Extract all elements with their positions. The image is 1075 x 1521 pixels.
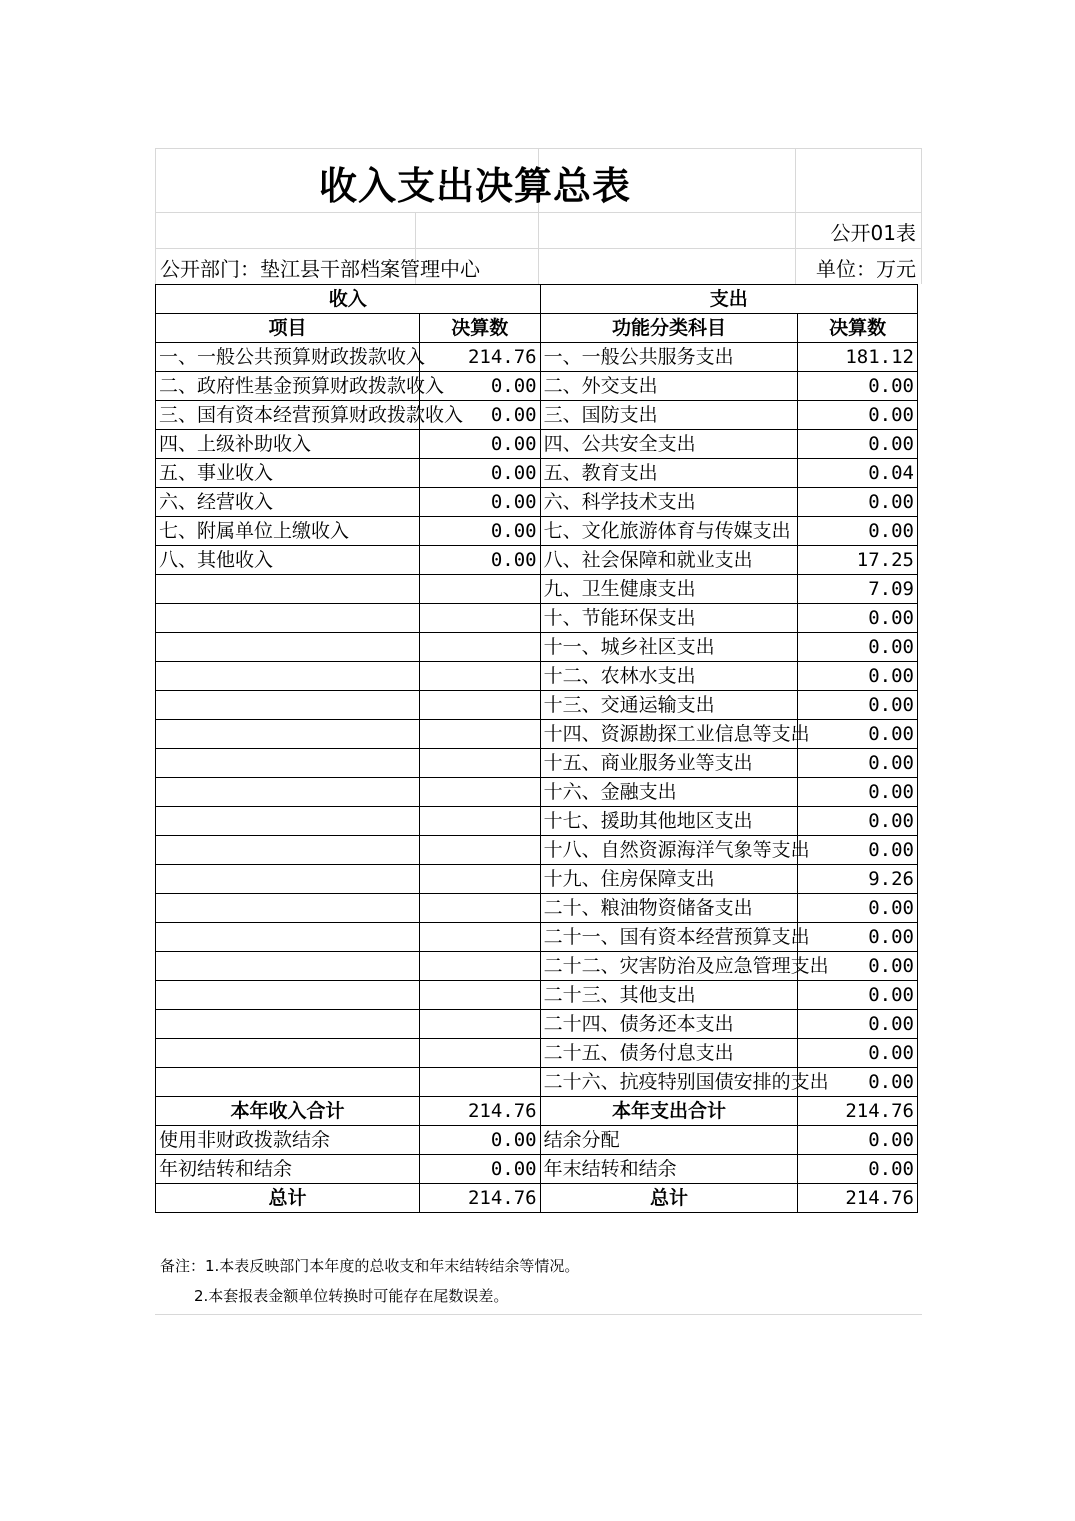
expense-item-value: 0.00 — [798, 749, 918, 778]
table-row — [156, 894, 918, 923]
totals-row — [156, 1126, 918, 1155]
expense-item-label: 五、教育支出 — [540, 459, 798, 488]
expense-item-value: 0.00 — [798, 662, 918, 691]
table-row — [156, 952, 918, 981]
income-item-value — [419, 778, 540, 807]
income-item-value — [419, 923, 540, 952]
expense-item-value: 0.00 — [798, 604, 918, 633]
section-header-row — [156, 285, 918, 314]
expense-total-label: 结余分配 — [540, 1126, 798, 1155]
income-item-value — [419, 575, 540, 604]
table-row — [156, 488, 918, 517]
table-row — [156, 604, 918, 633]
expense-item-label: 十五、商业服务业等支出 — [540, 749, 798, 778]
expense-item-value: 0.00 — [798, 952, 918, 981]
notes — [160, 1251, 579, 1311]
table-row — [156, 517, 918, 546]
expense-item-value: 0.00 — [798, 1010, 918, 1039]
expense-item-value: 0.00 — [798, 633, 918, 662]
table-row — [156, 1068, 918, 1097]
expense-item-value: 0.00 — [798, 517, 918, 546]
expense-item-label: 十七、援助其他地区支出 — [540, 807, 798, 836]
page-title: 收入支出决算总表 — [318, 164, 631, 208]
expense-item-label: 四、公共安全支出 — [540, 430, 798, 459]
income-item-value — [419, 1010, 540, 1039]
expense-total-label: 本年支出合计 — [540, 1097, 798, 1126]
income-total-value: 0.00 — [419, 1155, 540, 1184]
income-item-label: 二、政府性基金预算财政拨款收入 — [156, 372, 420, 401]
note-2: 2.本套报表金额单位转换时可能存在尾数误差。 — [194, 1287, 509, 1305]
table-row — [156, 662, 918, 691]
income-item-label: 八、其他收入 — [156, 546, 420, 575]
summary-table — [155, 284, 918, 1213]
notes-divider — [155, 1314, 922, 1315]
table-row — [156, 691, 918, 720]
income-item-label — [156, 749, 420, 778]
table-row — [156, 372, 918, 401]
table-row — [156, 981, 918, 1010]
income-item-value — [419, 894, 540, 923]
expense-item-value: 9.26 — [798, 865, 918, 894]
income-total-value: 214.76 — [419, 1097, 540, 1126]
expense-item-value: 0.00 — [798, 372, 918, 401]
expense-item-value: 0.00 — [798, 488, 918, 517]
table-row — [156, 778, 918, 807]
income-item-label — [156, 923, 420, 952]
expense-item-label: 二十、粮油物资储备支出 — [540, 894, 798, 923]
income-total-value: 214.76 — [419, 1184, 540, 1213]
expense-item-label: 十六、金融支出 — [540, 778, 798, 807]
expense-item-label: 十四、资源勘探工业信息等支出 — [540, 720, 798, 749]
income-item-value: 0.00 — [419, 372, 540, 401]
table-row — [156, 546, 918, 575]
expense-item-value: 0.00 — [798, 778, 918, 807]
expense-item-label: 七、文化旅游体育与传媒支出 — [540, 517, 798, 546]
income-total-value: 0.00 — [419, 1126, 540, 1155]
expense-item-value: 0.00 — [798, 430, 918, 459]
expense-item-label: 二十三、其他支出 — [540, 981, 798, 1010]
expense-item-label: 十八、自然资源海洋气象等支出 — [540, 836, 798, 865]
col-header-func: 功能分类科目 — [540, 314, 798, 343]
income-item-label — [156, 691, 420, 720]
income-item-label: 六、经营收入 — [156, 488, 420, 517]
income-item-label — [156, 575, 420, 604]
expense-section-header: 支出 — [540, 285, 917, 314]
expense-item-label: 十一、城乡社区支出 — [540, 633, 798, 662]
expense-item-label: 十二、农林水支出 — [540, 662, 798, 691]
expense-item-label: 二十六、抗疫特别国债安排的支出 — [540, 1068, 798, 1097]
col-header-item: 项目 — [156, 314, 420, 343]
table-row — [156, 865, 918, 894]
expense-item-label: 二、外交支出 — [540, 372, 798, 401]
expense-total-value: 0.00 — [798, 1126, 918, 1155]
income-item-value: 0.00 — [419, 517, 540, 546]
expense-total-label: 总计 — [540, 1184, 798, 1213]
income-item-value: 0.00 — [419, 488, 540, 517]
income-item-value — [419, 691, 540, 720]
expense-item-label: 九、卫生健康支出 — [540, 575, 798, 604]
department-label: 公开部门：垫江县干部档案管理中心 — [160, 257, 480, 281]
expense-item-value: 0.00 — [798, 923, 918, 952]
expense-item-label: 二十一、国有资本经营预算支出 — [540, 923, 798, 952]
totals-row — [156, 1184, 918, 1213]
expense-item-label: 二十二、灾害防治及应急管理支出 — [540, 952, 798, 981]
income-total-label: 年初结转和结余 — [156, 1155, 420, 1184]
expense-item-value: 0.00 — [798, 807, 918, 836]
expense-total-value: 214.76 — [798, 1097, 918, 1126]
income-item-value — [419, 1039, 540, 1068]
income-item-value: 0.00 — [419, 401, 540, 430]
expense-item-value: 0.00 — [798, 401, 918, 430]
income-item-label — [156, 952, 420, 981]
income-item-label — [156, 778, 420, 807]
totals-row — [156, 1155, 918, 1184]
table-row — [156, 633, 918, 662]
income-item-label — [156, 836, 420, 865]
expense-item-label: 二十四、债务还本支出 — [540, 1010, 798, 1039]
income-total-label: 总计 — [156, 1184, 420, 1213]
table-row — [156, 430, 918, 459]
form-number: 公开01表 — [830, 221, 916, 245]
table-row — [156, 459, 918, 488]
note-1: 备注：1.本表反映部门本年度的总收支和年末结转结余等情况。 — [160, 1257, 580, 1275]
income-item-label — [156, 865, 420, 894]
expense-item-value: 0.00 — [798, 1068, 918, 1097]
col-header-amount2: 决算数 — [798, 314, 918, 343]
expense-item-value: 0.00 — [798, 691, 918, 720]
income-item-label — [156, 1068, 420, 1097]
income-item-label: 四、上级补助收入 — [156, 430, 420, 459]
income-item-value: 214.76 — [419, 343, 540, 372]
expense-item-value: 181.12 — [798, 343, 918, 372]
table-row — [156, 1039, 918, 1068]
income-item-value — [419, 662, 540, 691]
income-item-value: 0.00 — [419, 430, 540, 459]
expense-item-label: 六、科学技术支出 — [540, 488, 798, 517]
expense-total-value: 0.00 — [798, 1155, 918, 1184]
table-row — [156, 720, 918, 749]
income-item-label — [156, 1039, 420, 1068]
income-item-label — [156, 604, 420, 633]
expense-item-value: 0.00 — [798, 720, 918, 749]
table-row — [156, 401, 918, 430]
income-item-label: 三、国有资本经营预算财政拨款收入 — [156, 401, 420, 430]
expense-item-value: 0.00 — [798, 836, 918, 865]
income-item-label — [156, 1010, 420, 1039]
income-item-label: 一、一般公共预算财政拨款收入 — [156, 343, 420, 372]
income-item-value: 0.00 — [419, 546, 540, 575]
income-item-value — [419, 952, 540, 981]
income-item-label — [156, 807, 420, 836]
income-item-value — [419, 807, 540, 836]
expense-item-label: 十三、交通运输支出 — [540, 691, 798, 720]
col-header-amount: 决算数 — [419, 314, 540, 343]
expense-item-value: 0.00 — [798, 981, 918, 1010]
income-item-value — [419, 1068, 540, 1097]
table-row — [156, 836, 918, 865]
income-item-value — [419, 865, 540, 894]
expense-total-value: 214.76 — [798, 1184, 918, 1213]
income-item-label: 七、附属单位上缴收入 — [156, 517, 420, 546]
income-item-label — [156, 662, 420, 691]
income-item-label: 五、事业收入 — [156, 459, 420, 488]
income-item-value — [419, 604, 540, 633]
expense-item-label: 十九、住房保障支出 — [540, 865, 798, 894]
table-row — [156, 923, 918, 952]
income-item-value — [419, 720, 540, 749]
expense-total-label: 年末结转和结余 — [540, 1155, 798, 1184]
table-row — [156, 1010, 918, 1039]
expense-item-label: 二十五、债务付息支出 — [540, 1039, 798, 1068]
expense-item-value: 17.25 — [798, 546, 918, 575]
income-item-value — [419, 836, 540, 865]
income-item-value — [419, 633, 540, 662]
expense-item-value: 7.09 — [798, 575, 918, 604]
income-item-value — [419, 981, 540, 1010]
expense-item-value: 0.04 — [798, 459, 918, 488]
table-row — [156, 807, 918, 836]
income-total-label: 本年收入合计 — [156, 1097, 420, 1126]
totals-row — [156, 1097, 918, 1126]
income-item-label — [156, 720, 420, 749]
expense-item-label: 三、国防支出 — [540, 401, 798, 430]
expense-item-value: 0.00 — [798, 894, 918, 923]
table-row — [156, 343, 918, 372]
income-item-label — [156, 633, 420, 662]
expense-item-value: 0.00 — [798, 1039, 918, 1068]
column-header-row — [156, 314, 918, 343]
income-section-header: 收入 — [156, 285, 541, 314]
unit-label: 单位：万元 — [816, 257, 916, 281]
income-item-label — [156, 981, 420, 1010]
income-total-label: 使用非财政拨款结余 — [156, 1126, 420, 1155]
table-row — [156, 749, 918, 778]
table-row — [156, 575, 918, 604]
expense-item-label: 十、节能环保支出 — [540, 604, 798, 633]
income-item-label — [156, 894, 420, 923]
expense-item-label: 八、社会保障和就业支出 — [540, 546, 798, 575]
income-item-value: 0.00 — [419, 459, 540, 488]
expense-item-label: 一、一般公共服务支出 — [540, 343, 798, 372]
income-item-value — [419, 749, 540, 778]
